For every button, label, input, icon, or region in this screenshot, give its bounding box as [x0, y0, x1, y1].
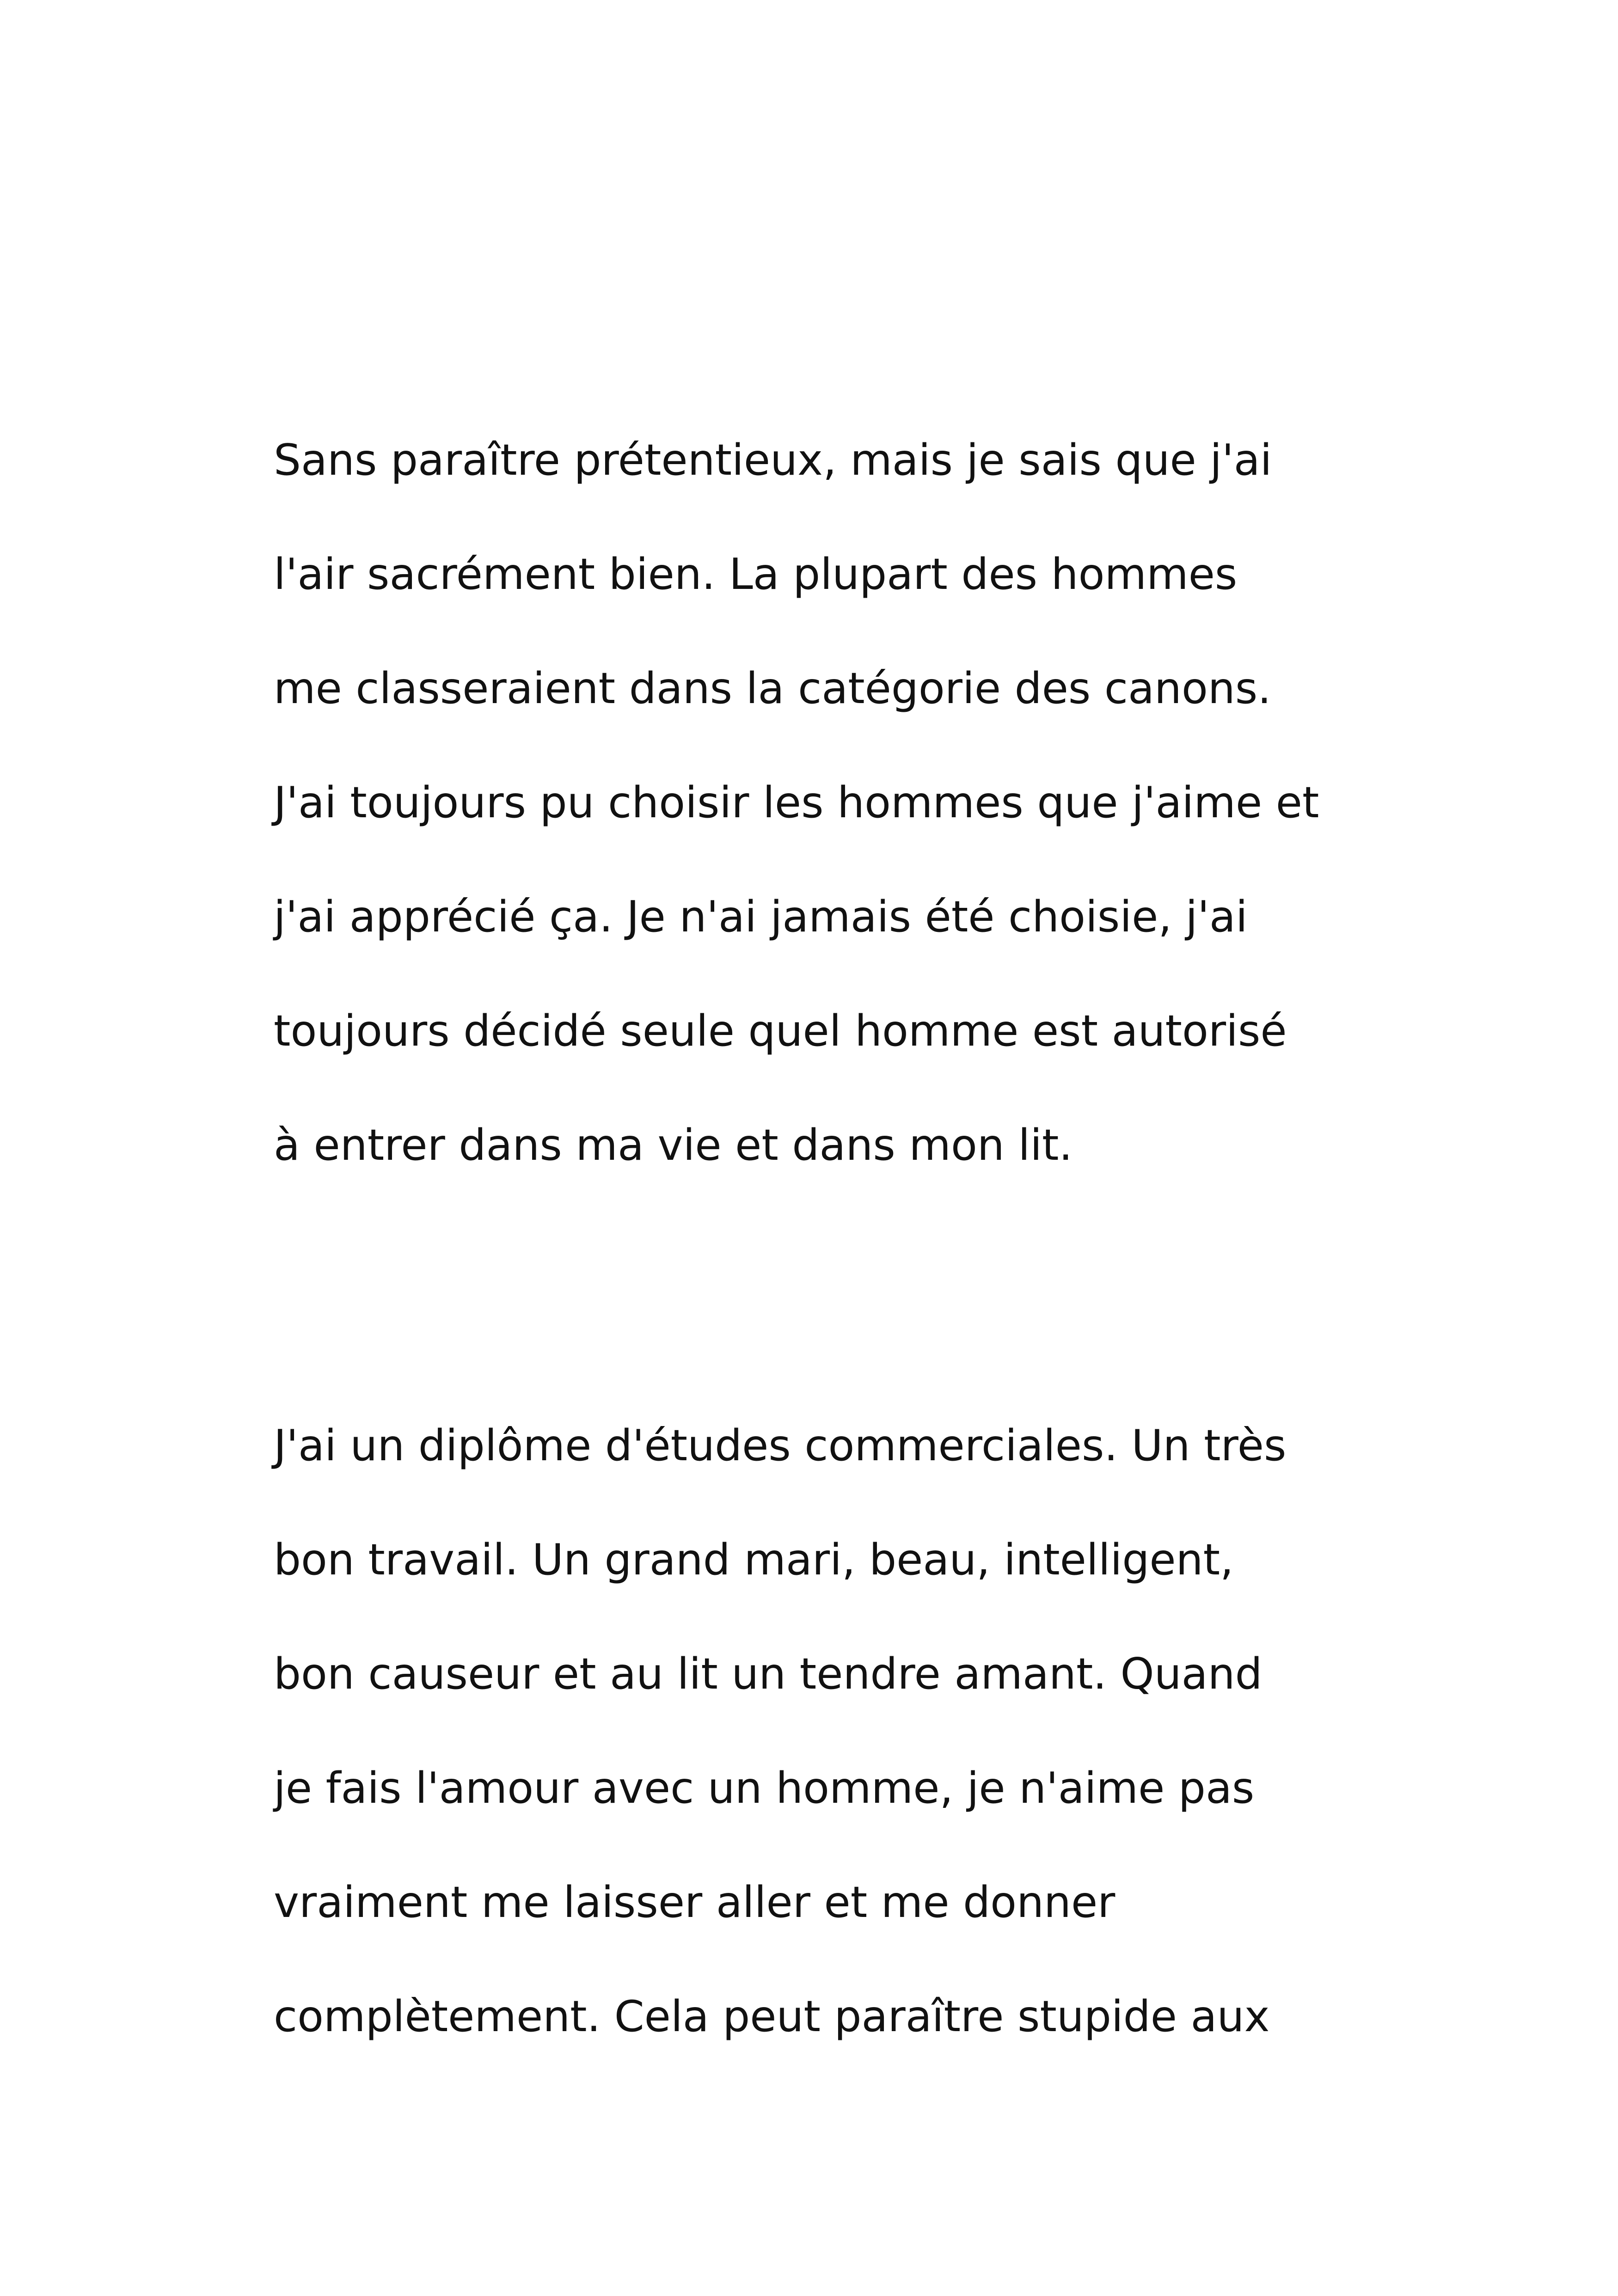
text-line: je fais l'amour avec un homme, je n'aime pas: [274, 1763, 1255, 1813]
text-line: bon travail. Un grand mari, beau, intelligent,: [274, 1535, 1234, 1585]
text-line: J'ai un diplôme d'études commerciales. Un très: [274, 1420, 1287, 1470]
text-line: vraiment me laisser aller et me donner: [274, 1877, 1115, 1927]
text-line: complètement. Cela peut paraître stupide aux: [274, 1991, 1270, 2041]
text-line: Sans paraître prétentieux, mais je sais que j'ai: [274, 435, 1272, 485]
paragraph-1: [274, 403, 1429, 1202]
text-line: me classeraient dans la catégorie des canons.: [274, 663, 1271, 713]
text-line: j'ai apprécié ça. Je n'ai jamais été choisie, j'ai: [274, 892, 1248, 942]
paragraph-2: [274, 1389, 1429, 2074]
text-line: toujours décidé seule quel homme est autorisé: [274, 1006, 1287, 1056]
text-line: bon causeur et au lit un tendre amant. Quand: [274, 1649, 1263, 1699]
text-line: l'air sacrément bien. La plupart des hommes: [274, 549, 1238, 599]
text-line: à entrer dans ma vie et dans mon lit.: [274, 1120, 1073, 1170]
text-line: J'ai toujours pu choisir les hommes que j'aime et: [274, 778, 1319, 827]
